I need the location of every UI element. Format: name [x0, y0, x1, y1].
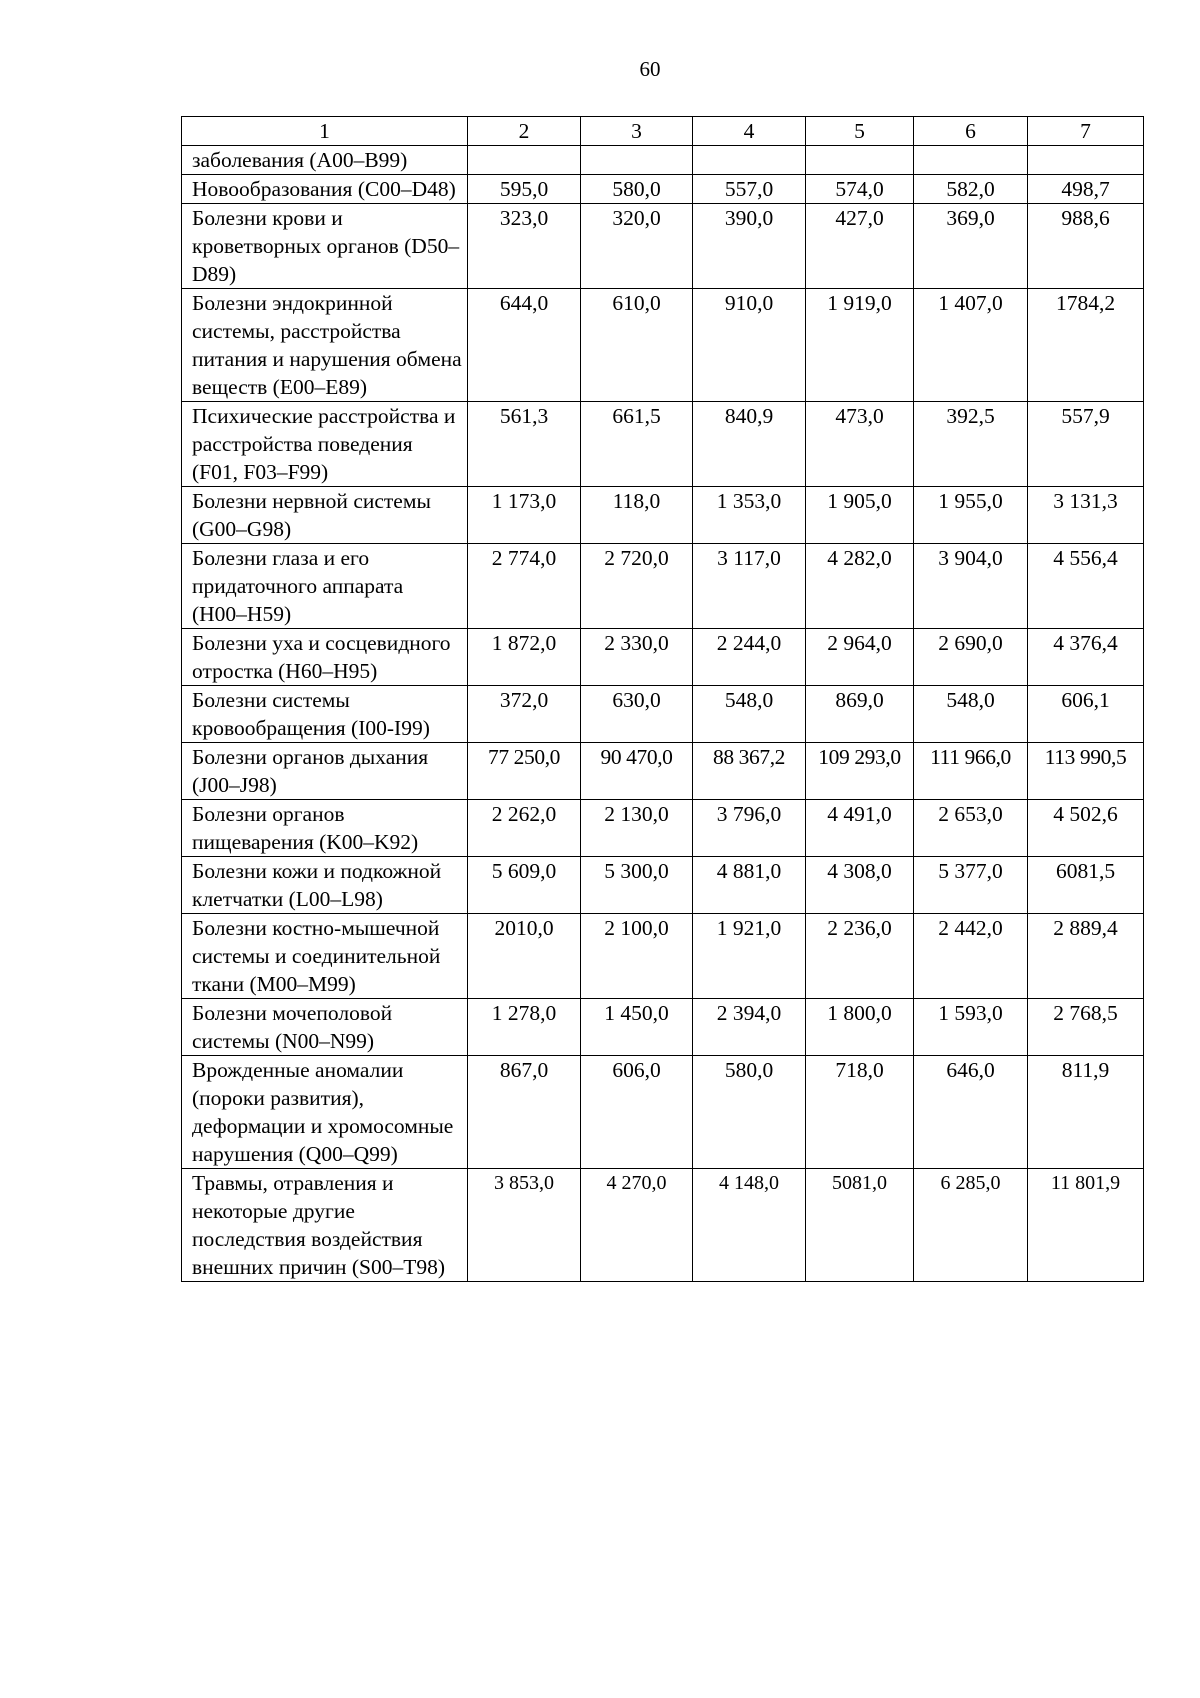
table-cell: 427,0 — [806, 204, 914, 289]
row-label: Болезни эндокринной системы, расстройства питания и нарушения обмена веществ (Е00–Е89) — [182, 289, 468, 402]
table-header-row — [182, 117, 1144, 146]
table-cell: 2 768,5 — [1028, 999, 1144, 1056]
table-cell: 557,9 — [1028, 402, 1144, 487]
table-cell: 4 148,0 — [693, 1169, 806, 1282]
table-cell: 111 966,0 — [914, 743, 1028, 800]
table-cell: 574,0 — [806, 175, 914, 204]
table-cell: 369,0 — [914, 204, 1028, 289]
column-header: 6 — [914, 117, 1028, 146]
column-header: 5 — [806, 117, 914, 146]
table-cell: 4 556,4 — [1028, 544, 1144, 629]
table-cell: 2 774,0 — [468, 544, 581, 629]
table-row — [182, 1056, 1144, 1169]
table-cell: 2 690,0 — [914, 629, 1028, 686]
table-cell: 4 376,4 — [1028, 629, 1144, 686]
table-cell: 910,0 — [693, 289, 806, 402]
table-cell: 646,0 — [914, 1056, 1028, 1169]
table-row — [182, 289, 1144, 402]
table-cell: 88 367,2 — [693, 743, 806, 800]
table-cell: 118,0 — [581, 487, 693, 544]
table-cell: 1 921,0 — [693, 914, 806, 999]
table-row — [182, 629, 1144, 686]
table-cell: 2 100,0 — [581, 914, 693, 999]
table-cell: 2 394,0 — [693, 999, 806, 1056]
table-cell: 11 801,9 — [1028, 1169, 1144, 1282]
table-cell: 498,7 — [1028, 175, 1144, 204]
table-cell: 2 964,0 — [806, 629, 914, 686]
table-cell: 718,0 — [806, 1056, 914, 1169]
row-label: Болезни уха и сосцевидного отростка (Н60–Н95) — [182, 629, 468, 686]
column-header: 4 — [693, 117, 806, 146]
table-cell: 2 244,0 — [693, 629, 806, 686]
row-label: Болезни органов пищеварения (K00–K92) — [182, 800, 468, 857]
table-cell: 4 308,0 — [806, 857, 914, 914]
column-header: 7 — [1028, 117, 1144, 146]
table-cell — [581, 146, 693, 175]
table-cell: 3 117,0 — [693, 544, 806, 629]
table-cell: 561,3 — [468, 402, 581, 487]
table-cell: 2 653,0 — [914, 800, 1028, 857]
table-cell: 3 796,0 — [693, 800, 806, 857]
table-cell: 630,0 — [581, 686, 693, 743]
table-cell: 109 293,0 — [806, 743, 914, 800]
row-label: Травмы, отравления и некоторые другие последствия воздействия внешних причин (S00–T98) — [182, 1169, 468, 1282]
table-cell: 473,0 — [806, 402, 914, 487]
table-cell: 1 919,0 — [806, 289, 914, 402]
table-cell: 557,0 — [693, 175, 806, 204]
table-cell: 1 450,0 — [581, 999, 693, 1056]
row-label: Новообразования (С00–D48) — [182, 175, 468, 204]
row-label: Болезни крови и кроветворных органов (D50–D89) — [182, 204, 468, 289]
row-label: Болезни нервной системы (G00–G98) — [182, 487, 468, 544]
table-cell: 390,0 — [693, 204, 806, 289]
table-row — [182, 914, 1144, 999]
table-cell: 1 800,0 — [806, 999, 914, 1056]
table-row — [182, 686, 1144, 743]
table-cell: 580,0 — [693, 1056, 806, 1169]
row-label: Болезни системы кровообращения (I00-I99) — [182, 686, 468, 743]
row-label: Болезни кожи и подкожной клетчатки (L00–L98) — [182, 857, 468, 914]
table-cell — [914, 146, 1028, 175]
table-cell: 5081,0 — [806, 1169, 914, 1282]
table-cell: 2 720,0 — [581, 544, 693, 629]
table-cell: 582,0 — [914, 175, 1028, 204]
disease-statistics-table — [181, 116, 1144, 1282]
table-cell: 2 262,0 — [468, 800, 581, 857]
table-cell — [1028, 146, 1144, 175]
table-cell: 4 270,0 — [581, 1169, 693, 1282]
table-cell: 77 250,0 — [468, 743, 581, 800]
table-row — [182, 544, 1144, 629]
table-cell: 320,0 — [581, 204, 693, 289]
table-cell: 4 491,0 — [806, 800, 914, 857]
table-cell: 323,0 — [468, 204, 581, 289]
table-cell: 1 173,0 — [468, 487, 581, 544]
table-cell — [806, 146, 914, 175]
table-cell: 1 905,0 — [806, 487, 914, 544]
table-cell: 867,0 — [468, 1056, 581, 1169]
table-cell: 4 282,0 — [806, 544, 914, 629]
table-row — [182, 999, 1144, 1056]
table-cell: 1 407,0 — [914, 289, 1028, 402]
table-cell: 2 889,4 — [1028, 914, 1144, 999]
table-cell: 1 353,0 — [693, 487, 806, 544]
row-label: Психические расстройства и расстройства поведения (F01, F03–F99) — [182, 402, 468, 487]
column-header: 1 — [182, 117, 468, 146]
table-row — [182, 857, 1144, 914]
table-cell: 548,0 — [693, 686, 806, 743]
page-number: 60 — [639, 57, 661, 81]
table-row — [182, 402, 1144, 487]
table-cell: 4 502,6 — [1028, 800, 1144, 857]
table-cell: 5 300,0 — [581, 857, 693, 914]
table-cell: 580,0 — [581, 175, 693, 204]
table-cell: 606,0 — [581, 1056, 693, 1169]
table-cell: 661,5 — [581, 402, 693, 487]
table-cell: 610,0 — [581, 289, 693, 402]
table-cell: 3 853,0 — [468, 1169, 581, 1282]
table-cell: 811,9 — [1028, 1056, 1144, 1169]
table-row — [182, 487, 1144, 544]
table-cell: 3 904,0 — [914, 544, 1028, 629]
table-cell: 5 609,0 — [468, 857, 581, 914]
table-cell: 6081,5 — [1028, 857, 1144, 914]
table-row — [182, 204, 1144, 289]
table-cell: 5 377,0 — [914, 857, 1028, 914]
row-label: Болезни мочеполовой системы (N00–N99) — [182, 999, 468, 1056]
table-row — [182, 1169, 1144, 1282]
table-cell: 2 130,0 — [581, 800, 693, 857]
table-row — [182, 800, 1144, 857]
table-cell: 548,0 — [914, 686, 1028, 743]
table-cell: 840,9 — [693, 402, 806, 487]
row-label: Врожденные аномалии (пороки развития), деформации и хромосомные нарушения (Q00–Q99) — [182, 1056, 468, 1169]
table-cell: 644,0 — [468, 289, 581, 402]
row-label: Болезни органов дыхания (J00–J98) — [182, 743, 468, 800]
table-cell: 1784,2 — [1028, 289, 1144, 402]
table-cell: 1 955,0 — [914, 487, 1028, 544]
row-label: заболевания (А00–В99) — [182, 146, 468, 175]
table-cell: 595,0 — [468, 175, 581, 204]
table-row — [182, 175, 1144, 204]
table-row — [182, 743, 1144, 800]
table-cell: 606,1 — [1028, 686, 1144, 743]
table-cell: 90 470,0 — [581, 743, 693, 800]
table-cell: 1 872,0 — [468, 629, 581, 686]
row-label: Болезни костно-мышечной системы и соединительной ткани (М00–М99) — [182, 914, 468, 999]
table-cell: 2 236,0 — [806, 914, 914, 999]
table-cell — [693, 146, 806, 175]
table-cell: 988,6 — [1028, 204, 1144, 289]
table-cell: 6 285,0 — [914, 1169, 1028, 1282]
table-cell: 2010,0 — [468, 914, 581, 999]
table-cell: 2 442,0 — [914, 914, 1028, 999]
column-header: 2 — [468, 117, 581, 146]
table-cell: 3 131,3 — [1028, 487, 1144, 544]
table-cell: 1 593,0 — [914, 999, 1028, 1056]
table-cell: 372,0 — [468, 686, 581, 743]
table-cell: 2 330,0 — [581, 629, 693, 686]
table-row — [182, 146, 1144, 175]
table-cell — [468, 146, 581, 175]
table-cell: 1 278,0 — [468, 999, 581, 1056]
table-cell: 869,0 — [806, 686, 914, 743]
table-cell: 392,5 — [914, 402, 1028, 487]
table-cell: 113 990,5 — [1028, 743, 1144, 800]
column-header: 3 — [581, 117, 693, 146]
table-cell: 4 881,0 — [693, 857, 806, 914]
row-label: Болезни глаза и его придаточного аппарата (Н00–Н59) — [182, 544, 468, 629]
